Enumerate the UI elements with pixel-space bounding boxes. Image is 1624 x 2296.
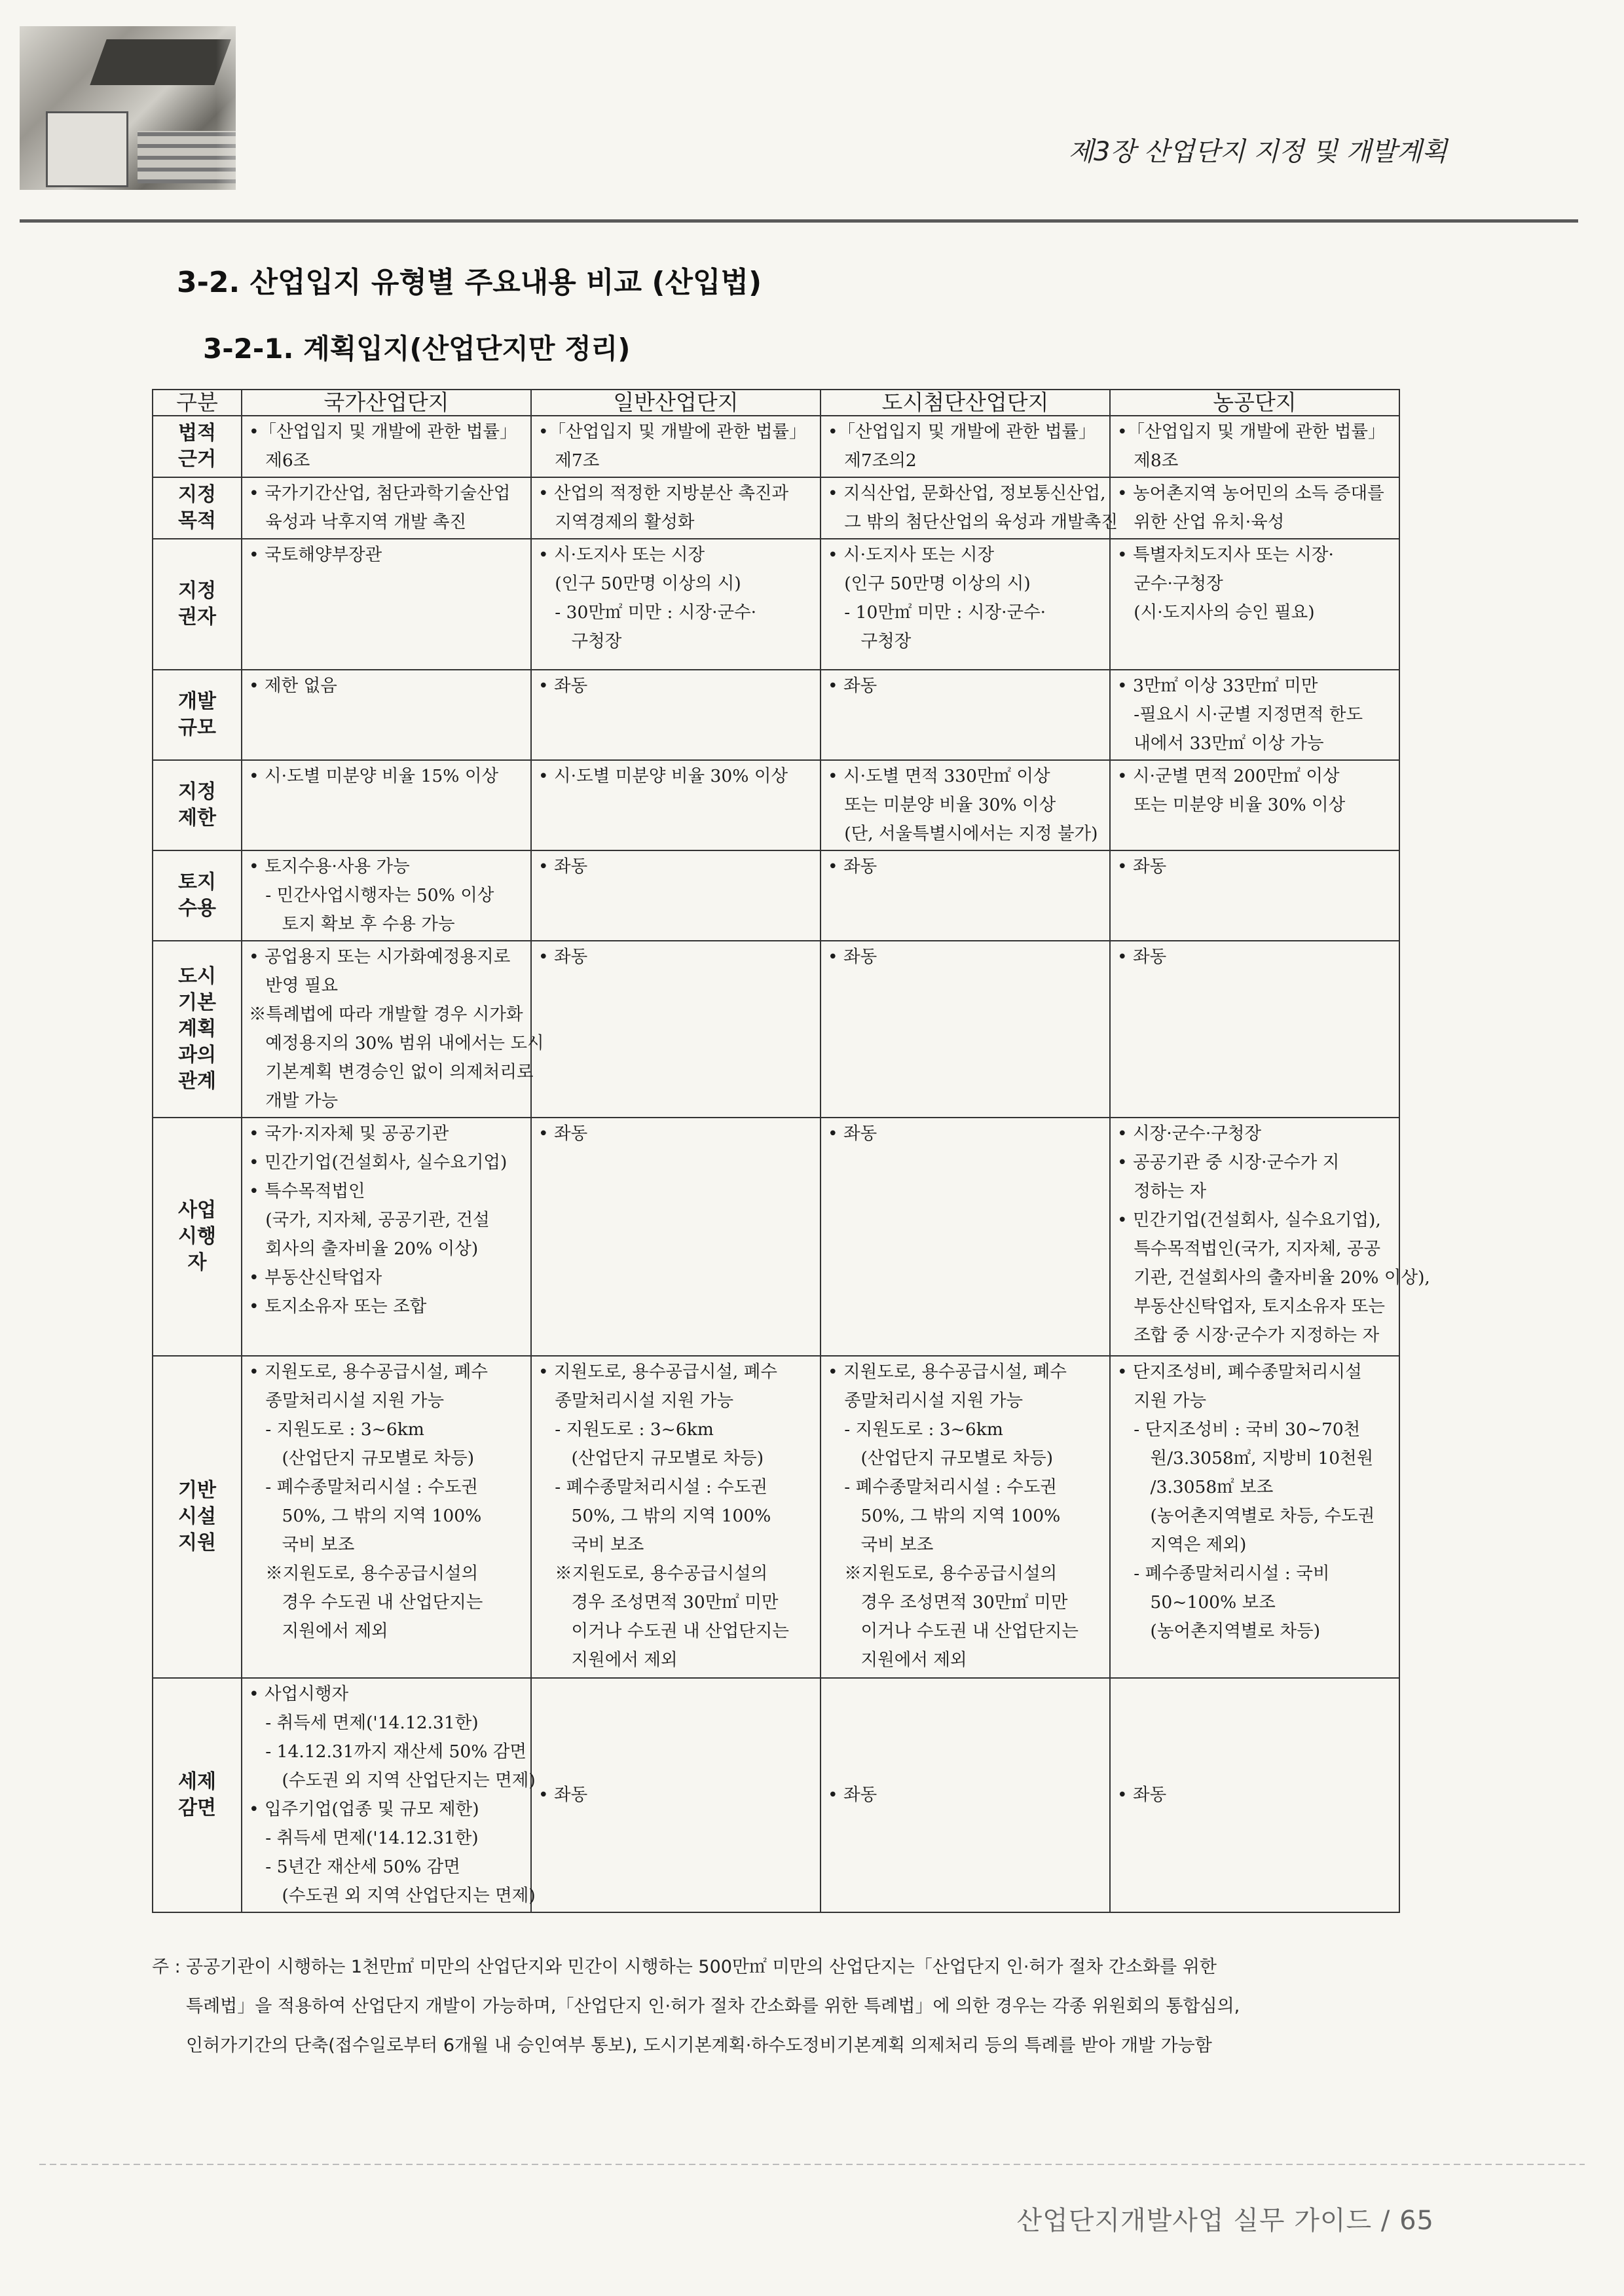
row-header: 법적 근거 xyxy=(153,416,242,477)
cell-text: • 지원도로, 용수공급시설, 폐수 종말처리시설 지원 가능 - 지원도로 : 3~6km (산업단지 규모별로 차등) - 폐수종말처리시설 : 수도권 50%, 그 밖의 지역 100% 국비 보조 ※지원도로, 용수공급시설의 경우 수도권 내 산업단지는 지원에서 제외 xyxy=(249,1362,488,1641)
table-cell xyxy=(242,941,544,1118)
table-cell xyxy=(242,477,531,539)
table-cell xyxy=(242,416,531,477)
cell-text: •「산업입지 및 개발에 관한 법률」 제7조 xyxy=(538,422,807,471)
table-cell xyxy=(821,941,1110,1118)
cell-text: • 좌동 xyxy=(828,947,877,967)
table-cell xyxy=(242,1118,531,1356)
footnote-line: 공공기관이 시행하는 1천만㎡ 미만의 산업단지와 민간이 시행하는 500만㎡ 미만의 산업단지는「산업단지 인·허가 절차 간소화를 위한 xyxy=(186,1957,1217,1977)
table-cell xyxy=(821,477,1118,539)
table-cell xyxy=(242,1356,531,1678)
cell-text: • 공업용지 또는 시가화예정용지로 반영 필요 ※특례법에 따라 개발할 경우 시가화 예정용지의 30% 범위 내에서는 도시 기본계획 변경승인 없이 의제처리로 개발 가능 xyxy=(249,947,544,1111)
subsection-title: 3-2-1. 계획입지(산업단지만 정리) xyxy=(203,333,631,365)
cell-text: • 시장·군수·구청장 • 공공기관 중 시장·군수가 지 정하는 자 • 민간기업(건설회사, 실수요기업), 특수목적법인(국가, 지자체, 공공 기관, 건설회사의 출자비율 20% 이상), 부동산신탁업자, 토지소유자 또는 조합 중 시장·군수가 지정하는 자 xyxy=(1117,1123,1430,1345)
cell-text: • 제한 없음 xyxy=(249,676,337,696)
row-header: 개발 규모 xyxy=(153,670,242,760)
table-row xyxy=(153,1118,1399,1356)
cell-text: • 좌동 xyxy=(538,856,588,877)
chapter-title: 제3장 산업단지 지정 및 개발계획 xyxy=(1068,137,1447,167)
table-cell xyxy=(1110,416,1399,477)
table-cell xyxy=(1110,1356,1399,1678)
table-cell xyxy=(531,1356,821,1678)
cell-text: • 좌동 xyxy=(538,1123,588,1144)
cell-text: • 지식산업, 문화산업, 정보통신산업, 그 밖의 첨단산업의 육성과 개발촉진 xyxy=(828,483,1118,532)
table-cell xyxy=(1110,850,1399,941)
cell-text: • 좌동 xyxy=(828,676,877,696)
table-row xyxy=(153,477,1399,539)
table-cell xyxy=(531,670,821,760)
table-cell xyxy=(531,477,821,539)
table-row xyxy=(153,1356,1399,1678)
table-cell xyxy=(531,850,821,941)
table-cell xyxy=(531,539,821,670)
column-header: 도시첨단산업단지 xyxy=(821,390,1110,416)
table-cell xyxy=(242,760,531,850)
cell-text: • 좌동 xyxy=(538,947,588,967)
header-divider xyxy=(20,219,1578,223)
table-cell xyxy=(242,670,531,760)
header-photo xyxy=(20,26,236,190)
footer-page-label: 산업단지개발사업 실무 가이드 / 65 xyxy=(1016,2206,1434,2236)
cell-text: • 토지수용·사용 가능 - 민간사업시행자는 50% 이상 토지 확보 후 수용 가능 xyxy=(249,856,494,934)
table-cell xyxy=(1110,941,1399,1118)
table-cell xyxy=(1110,539,1399,670)
table-cell xyxy=(821,850,1110,941)
footer-divider xyxy=(39,2164,1585,2165)
row-header: 토지 수용 xyxy=(153,850,242,941)
cell-text: •「산업입지 및 개발에 관한 법률」 제8조 xyxy=(1117,422,1386,471)
row-header: 기반 시설 지원 xyxy=(153,1356,242,1678)
cell-text: • 시·도별 면적 330만㎡ 이상 또는 미분양 비율 30% 이상 (단, 서울특별시에서는 지정 불가) xyxy=(828,766,1098,844)
section-title: 3-2. 산업입지 유형별 주요내용 비교 (산입법) xyxy=(177,266,762,299)
cell-text: • 좌동 xyxy=(828,1123,877,1144)
table-cell xyxy=(1110,760,1399,850)
row-header: 지정 제한 xyxy=(153,760,242,850)
column-header: 국가산업단지 xyxy=(242,390,531,416)
table-row xyxy=(153,1678,1399,1912)
table-row xyxy=(153,760,1399,850)
cell-text: • 단지조성비, 폐수종말처리시설 지원 가능 - 단지조성비 : 국비 30~70천 원/3.3058㎡, 지방비 10천원 /3.3058㎡ 보조 (농어촌지역별로 차등, 수도권 지역은 제외) - 폐수종말처리시설 : 국비 50~100% 보조 (농어촌지역별로 차등) xyxy=(1117,1362,1375,1641)
table-row xyxy=(153,670,1399,760)
table-cell xyxy=(821,760,1110,850)
table-cell xyxy=(1110,1678,1399,1912)
table-row xyxy=(153,539,1399,670)
table-cell xyxy=(531,760,821,850)
column-header: 농공단지 xyxy=(1110,390,1399,416)
cell-text: • 국가·지자체 및 공공기관 • 민간기업(건설회사, 실수요기업) • 특수목적법인 (국가, 지자체, 공공기관, 건설 회사의 출자비율 20% 이상) • 부동산신탁업자 • 토지소유자 또는 조합 xyxy=(249,1123,507,1317)
cell-text: • 지원도로, 용수공급시설, 폐수 종말처리시설 지원 가능 - 지원도로 : 3~6km (산업단지 규모별로 차등) - 폐수종말처리시설 : 수도권 50%, 그 밖의 지역 100% 국비 보조 ※지원도로, 용수공급시설의 경우 조성면적 30만㎡ 미만 이거나 수도권 내 산업단지는 지원에서 제외 xyxy=(828,1362,1079,1670)
table-header-row xyxy=(153,390,1399,416)
cell-text: • 3만㎡ 이상 33만㎡ 미만 -필요시 시·군별 지정면적 한도 내에서 33만㎡ 이상 가능 xyxy=(1117,676,1363,754)
table-cell xyxy=(531,1678,821,1912)
footnote-line: 특례법」을 적용하여 산업단지 개발이 가능하며,「산업단지 인·허가 절차 간소화를 위한 특례법」에 의한 경우는 각종 위원회의 통합심의, xyxy=(186,1996,1240,2016)
cell-text: • 시·군별 면적 200만㎡ 이상 또는 미분양 비율 30% 이상 xyxy=(1117,766,1346,815)
cell-text: • 시·도별 미분양 비율 30% 이상 xyxy=(538,766,788,786)
footnote xyxy=(152,1948,1409,2066)
cell-text: • 좌동 xyxy=(1117,1785,1167,1805)
table-cell xyxy=(821,416,1110,477)
cell-text: • 농어촌지역 농어민의 소득 증대를 위한 산업 유치·육성 xyxy=(1117,483,1384,532)
cell-text: • 좌동 xyxy=(1117,856,1167,877)
table-cell xyxy=(531,416,821,477)
column-header: 일반산업단지 xyxy=(531,390,821,416)
table-cell xyxy=(242,1678,536,1912)
row-header: 세제 감면 xyxy=(153,1678,242,1912)
footnote-line: 인허가기간의 단축(접수일로부터 6개월 내 승인여부 통보), 도시기본계획·하수도정비기본계획 의제처리 등의 특례를 받아 개발 가능함 xyxy=(186,2035,1212,2056)
cell-text: • 국토해양부장관 xyxy=(249,545,382,565)
table-cell xyxy=(821,670,1110,760)
cell-text: • 시·도지사 또는 시장 (인구 50만명 이상의 시) - 30만㎡ 미만 : 시장·군수· 구청장 xyxy=(538,545,757,651)
row-header: 지정 목적 xyxy=(153,477,242,539)
cell-text: •「산업입지 및 개발에 관한 법률」 제6조 xyxy=(249,422,517,471)
cell-text: • 시·도별 미분양 비율 15% 이상 xyxy=(249,766,499,786)
cell-text: • 특별자치도지사 또는 시장· 군수·구청장 (시·도지사의 승인 필요) xyxy=(1117,545,1334,623)
footnote-label: 주 : xyxy=(152,1957,181,1977)
table-cell xyxy=(531,1118,821,1356)
table-cell xyxy=(531,941,821,1118)
row-header: 도시 기본 계획 과의 관계 xyxy=(153,941,242,1118)
cell-text: • 좌동 xyxy=(828,1785,877,1805)
comparison-table xyxy=(152,389,1430,1913)
table-cell xyxy=(1110,670,1399,760)
cell-text: • 산업의 적정한 지방분산 촉진과 지역경제의 활성화 xyxy=(538,483,789,532)
table-cell xyxy=(821,1356,1110,1678)
cell-text: • 좌동 xyxy=(538,1785,588,1805)
table-cell xyxy=(242,850,531,941)
column-header: 구분 xyxy=(153,390,242,416)
row-header: 지정 권자 xyxy=(153,539,242,670)
cell-text: • 국가기간산업, 첨단과학기술산업 육성과 낙후지역 개발 촉진 xyxy=(249,483,511,532)
table-cell xyxy=(821,1678,1110,1912)
table-cell xyxy=(242,539,531,670)
cell-text: • 좌동 xyxy=(828,856,877,877)
table-cell xyxy=(821,1118,1110,1356)
table-row xyxy=(153,941,1399,1118)
table-row xyxy=(153,850,1399,941)
cell-text: • 지원도로, 용수공급시설, 폐수 종말처리시설 지원 가능 - 지원도로 : 3~6km (산업단지 규모별로 차등) - 폐수종말처리시설 : 수도권 50%, 그 밖의 지역 100% 국비 보조 ※지원도로, 용수공급시설의 경우 조성면적 30만㎡ 미만 이거나 수도권 내 산업단지는 지원에서 제외 xyxy=(538,1362,790,1670)
row-header: 사업 시행 자 xyxy=(153,1118,242,1356)
cell-text: • 좌동 xyxy=(538,676,588,696)
cell-text: • 좌동 xyxy=(1117,947,1167,967)
cell-text: • 사업시행자 - 취득세 면제('14.12.31한) - 14.12.31까지 재산세 50% 감면 (수도권 외 지역 산업단지는 면제) • 입주기업(업종 및 규모 제한) - 취득세 면제('14.12.31한) - 5년간 재산세 50% 감면 (수도권 외 지역 산업단지는 면제) xyxy=(249,1684,536,1906)
table-cell xyxy=(1110,1118,1430,1356)
table-cell xyxy=(1110,477,1399,539)
table-row xyxy=(153,416,1399,477)
cell-text: • 시·도지사 또는 시장 (인구 50만명 이상의 시) - 10만㎡ 미만 : 시장·군수· 구청장 xyxy=(828,545,1046,651)
table-cell xyxy=(821,539,1110,670)
cell-text: •「산업입지 및 개발에 관한 법률」 제7조의2 xyxy=(828,422,1096,471)
